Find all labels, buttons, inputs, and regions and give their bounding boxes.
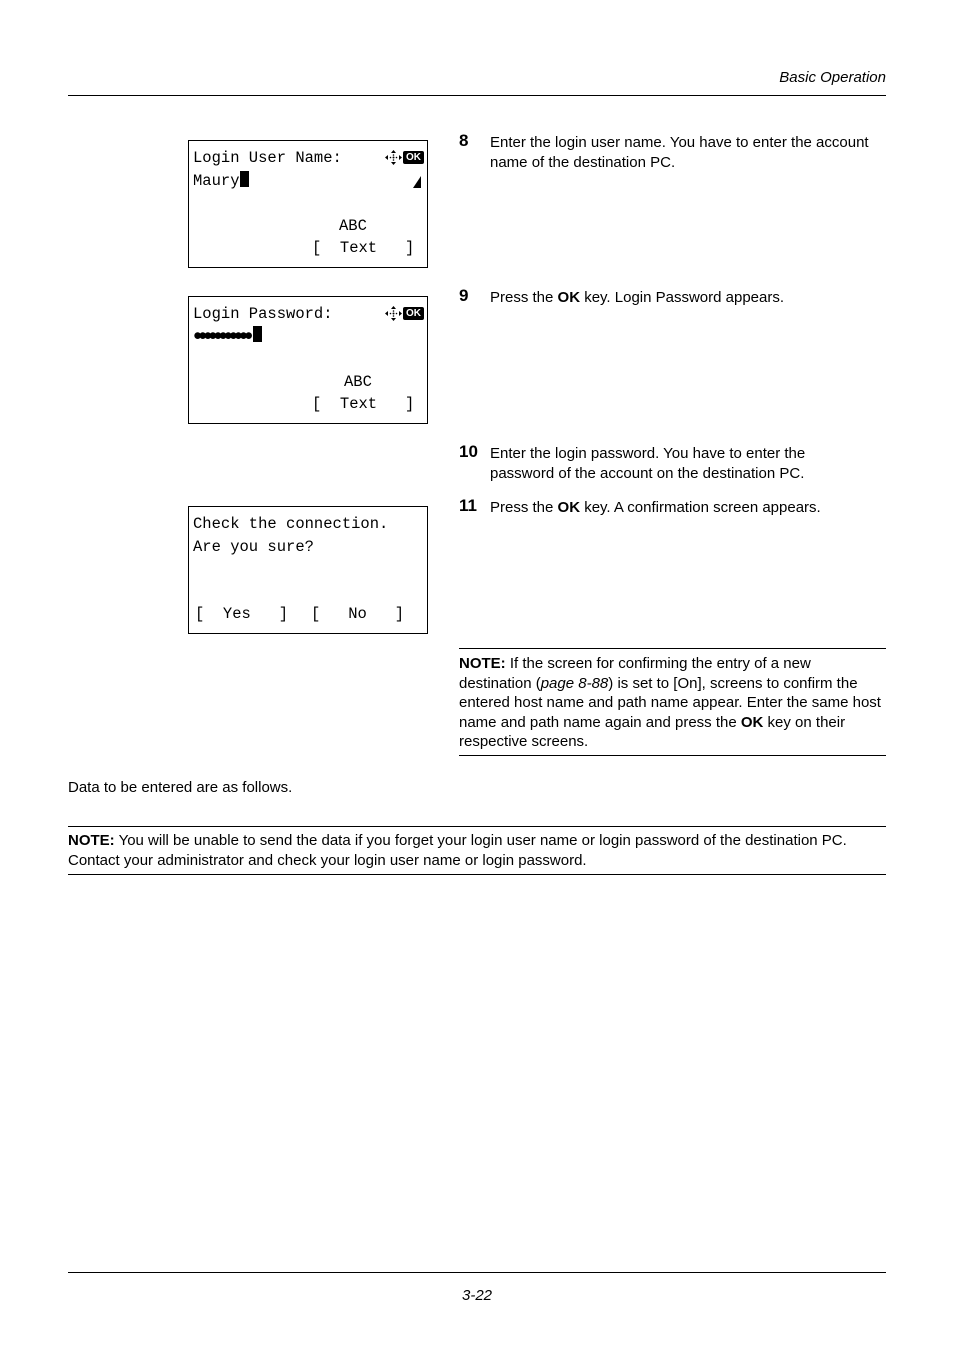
note-rule-top: [68, 826, 886, 827]
input-field: [193, 170, 249, 192]
ok-icon: OK: [403, 151, 424, 164]
text-cursor: [240, 171, 249, 187]
note-label: NOTE:: [459, 655, 506, 672]
body-text: Data to be entered are as follows.: [68, 779, 293, 796]
confirm-line-1: Check the connection.: [193, 515, 389, 533]
note-rule-bottom: [68, 874, 886, 875]
lcd-screen-confirmation: [188, 506, 428, 634]
ok-key-label: OK: [557, 289, 581, 306]
input-value: Maury: [193, 172, 240, 190]
screen-title: Login User Name:: [193, 149, 342, 167]
note-text: If the screen for confirming the entry of a new destination (: [459, 655, 811, 692]
lcd-screen-login-user-name: [188, 140, 428, 268]
note-label: NOTE:: [68, 832, 115, 849]
step-number: 8: [459, 131, 469, 150]
ok-key-indicator: [385, 150, 424, 165]
password-field: [193, 325, 262, 347]
lcd-screen-login-password: [188, 296, 428, 424]
step-text: Enter the login password. You have to enter the password of the account on the destination PC.: [490, 445, 806, 482]
ok-key-indicator: [385, 306, 424, 321]
step-number: 11: [459, 496, 477, 515]
ok-key-label: OK: [557, 499, 581, 516]
step-text-part: key. A confirmation screen appears.: [580, 499, 821, 516]
footer-rule: [68, 1272, 886, 1273]
yes-softkey[interactable]: [ Yes ]: [195, 605, 289, 623]
arrow-keys-icon: [385, 306, 402, 321]
input-mode: ABC: [344, 373, 372, 391]
header-title: Basic Operation: [779, 69, 886, 86]
step-text: Enter the login user name. You have to enter the account name of the destination PC.: [490, 134, 869, 171]
note-box: [459, 654, 886, 752]
note-rule-top: [459, 648, 886, 649]
note-text: key on their respective screens.: [459, 713, 846, 750]
text-softkey[interactable]: [ Text ]: [312, 239, 415, 257]
step-text-part: Press the: [490, 289, 558, 306]
page-number: 3-22: [461, 1287, 493, 1304]
text-cursor: [253, 326, 262, 342]
header-rule: [68, 95, 886, 96]
page-reference-link[interactable]: page 8-88: [540, 674, 609, 692]
password-mask: ●●●●●●●●●●●: [193, 327, 250, 345]
step-text: [490, 288, 890, 308]
note-text: You will be unable to send the data if you forget your login user name or login password of the destination PC. Contact your administrator and check your login user name or login password.: [68, 832, 847, 869]
note-box: [68, 831, 886, 870]
confirm-line-2: Are you sure?: [193, 538, 314, 556]
input-mode: ABC: [339, 217, 367, 235]
step-number: 9: [459, 286, 469, 305]
no-softkey[interactable]: [ No ]: [311, 605, 405, 623]
ok-key-label: OK: [740, 713, 764, 731]
step-text: [490, 498, 890, 518]
step-text-part: Press the: [490, 499, 558, 516]
ok-icon: OK: [403, 307, 424, 320]
step-text-part: key. Login Password appears.: [580, 289, 785, 306]
text-softkey[interactable]: [ Text ]: [312, 395, 415, 413]
arrow-keys-icon: [385, 150, 402, 165]
screen-title: Login Password:: [193, 305, 333, 323]
note-rule-bottom: [459, 755, 886, 756]
step-number: 10: [459, 442, 478, 461]
note-text: ) is set to [On], screens to confirm the entered host name and path name appear. Enter the same host name and path name again and press the: [459, 674, 881, 731]
signal-triangle-icon: [413, 176, 421, 188]
